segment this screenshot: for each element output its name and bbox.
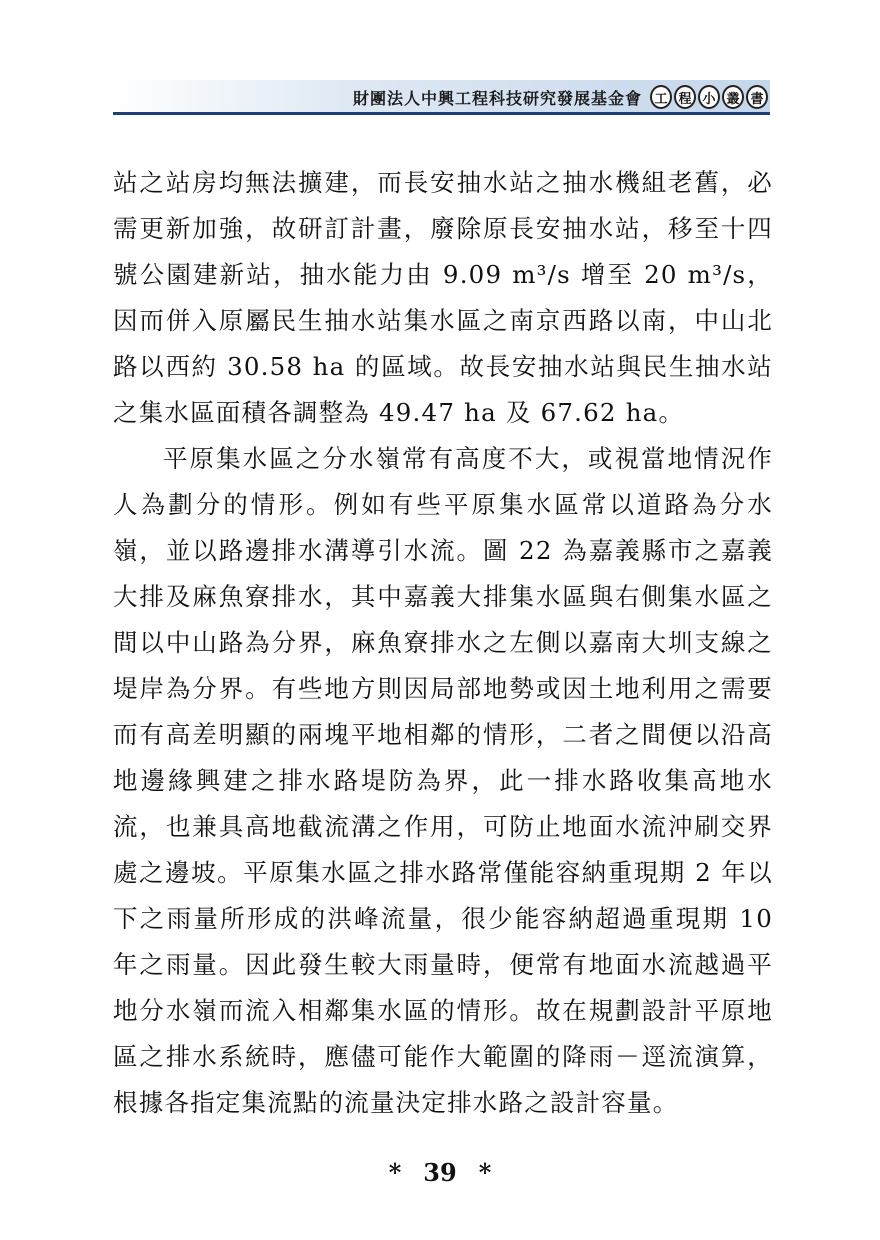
organization-name: 財團法人中興工程科技研究發展基金會 (352, 88, 642, 108)
series-badge: 叢 (722, 85, 744, 109)
page-number: 39 (423, 1158, 457, 1187)
page-header (113, 80, 770, 114)
series-badge: 程 (674, 85, 696, 109)
series-badge: 小 (698, 85, 720, 109)
footer-star-left: * (388, 1158, 402, 1187)
series-badge: 工 (650, 85, 672, 109)
page-footer (0, 1158, 880, 1187)
body-paragraph: 站之站房均無法擴建，而長安抽水站之抽水機組老舊，必需更新加強，故研訂計畫，廢除原長安抽水站，移至十四號公園建新站，抽水能力由 9.09 m³/s 增至 20 m³/s，因而併入原屬民生抽水站集水區之南京西路以南，中山北路以西約 30.58 ha 的區域。故長安抽水站與民生抽水站之集水區面積各調整為 49.47 ha 及 67.62 ha。 (113, 168, 773, 427)
body-paragraph: 平原集水區之分水嶺常有高度不大，或視當地情況作人為劃分的情形。例如有些平原集水區常以道路為分水嶺，並以路邊排水溝導引水流。圖 22 為嘉義縣市之嘉義大排及麻魚寮排水，其中嘉義大排集水區與右側集水區之間以中山路為分界，麻魚寮排水之左側以嘉南大圳支線之堤岸為分界。有些地方則因局部地勢或因土地利用之需要而有高差明顯的兩塊平地相鄰的情形，二者之間便以沿高地邊緣興建之排水路堤防為界，此一排水路收集高地水流，也兼具高地截流溝之作用，可防止地面水流沖刷交界處之邊坡。平原集水區之排水路常僅能容納重現期 2 年以下之雨量所形成的洪峰流量，很少能容納超過重現期 10 年之雨量。因此發生較大雨量時，便常有地面水流越過平地分水嶺而流入相鄰集水區的情形。故在規劃設計平原地區之排水系統時，應儘可能作大範圍的降雨－逕流演算，根據各指定集流點的流量決定排水路之設計容量。 (113, 444, 773, 1117)
header-rule (113, 112, 770, 115)
page-body (113, 160, 773, 1126)
series-badge: 書 (746, 85, 768, 109)
series-badge-group (650, 85, 768, 109)
footer-star-right: * (478, 1158, 492, 1187)
